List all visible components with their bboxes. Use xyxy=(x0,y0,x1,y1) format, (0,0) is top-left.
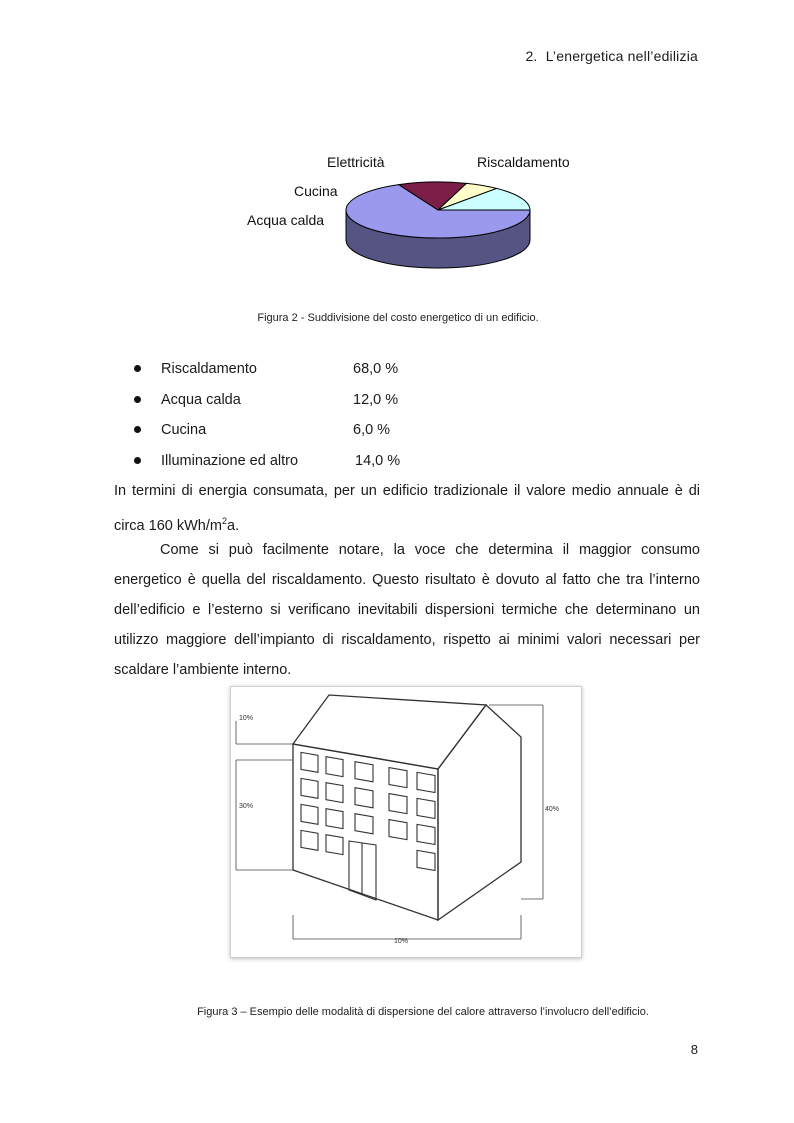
list-item-value: 14,0 % xyxy=(355,452,401,469)
energy-cost-pie-chart xyxy=(230,150,590,280)
window xyxy=(417,850,435,870)
window xyxy=(355,814,373,834)
list-item-value: 6,0 % xyxy=(353,422,391,438)
figure-3-caption: Figura 3 – Esempio delle modalità di dispersione del calore attraverso l’involucro dell’edificio. xyxy=(197,1006,649,1018)
window xyxy=(417,772,435,792)
window xyxy=(326,835,343,855)
window xyxy=(355,762,373,782)
window xyxy=(355,788,373,808)
window xyxy=(389,820,407,840)
list-item-label: Cucina xyxy=(161,422,207,438)
window xyxy=(389,768,407,788)
label-walls-percent: 30% xyxy=(239,803,254,810)
bullet-icon xyxy=(134,457,141,464)
paragraph-heating: Come si può facilmente notare, la voce che determina il maggior consumo energetico è quella del riscaldamento. Questo risultato è dovuto al fatto che tra l’interno dell’edificio e l’esterno si verificano inevitabili dispersioni termiche che determinano un utilizzo maggiore dell’impianto di riscaldamento, rispetto ai minimi valori necessari per scaldare l’ambiente interno. xyxy=(114,542,700,678)
building-roof xyxy=(293,695,486,769)
window xyxy=(417,798,435,818)
window xyxy=(326,757,343,777)
superscript: 2 xyxy=(221,516,227,526)
pie-label-cucina: Cucina xyxy=(294,183,338,199)
building-side-wall xyxy=(438,705,521,920)
list-item-value: 12,0 % xyxy=(353,391,399,408)
window xyxy=(301,778,318,798)
building-sketch xyxy=(231,687,581,957)
window xyxy=(301,752,318,772)
door xyxy=(349,841,376,900)
paragraph-text: In termini di energia consumata, per un edificio tradizionale il valore medio annuale è di circa 160 kWh/m xyxy=(114,483,700,534)
pie-label-elettricita: Elettricità xyxy=(327,154,385,170)
list-item-value: 68,0 % xyxy=(353,361,399,377)
pie-tops xyxy=(346,182,530,238)
windows xyxy=(301,752,435,870)
page-number: 8 xyxy=(690,1042,698,1057)
paragraph-text-end: a. xyxy=(227,517,240,534)
window xyxy=(417,824,435,844)
running-header: 2. L’energetica nell’edilizia xyxy=(525,48,698,64)
building-dispersion-figure xyxy=(230,686,582,958)
window xyxy=(326,783,343,803)
window xyxy=(301,830,318,850)
pie-label-acqua-calda: Acqua calda xyxy=(247,212,325,228)
bullet-icon xyxy=(134,365,141,372)
list-item-label: Acqua calda xyxy=(161,391,241,408)
bullet-icon xyxy=(134,396,141,403)
label-roof-percent: 10% xyxy=(239,715,254,722)
label-floor-percent: 10% xyxy=(394,938,409,945)
window xyxy=(389,794,407,814)
label-side-percent: 40% xyxy=(545,806,560,813)
list-item-label: Illuminazione ed altro xyxy=(161,452,299,469)
list-item-label: Riscaldamento xyxy=(161,361,257,377)
paragraph-energy-consumption xyxy=(114,476,700,541)
bullet-icon xyxy=(134,426,141,433)
window xyxy=(326,809,343,829)
window xyxy=(301,804,318,824)
pie-label-riscaldamento: Riscaldamento xyxy=(477,154,570,170)
figure-2-caption: Figura 2 - Suddivisione del costo energetico di un edificio. xyxy=(257,312,539,324)
